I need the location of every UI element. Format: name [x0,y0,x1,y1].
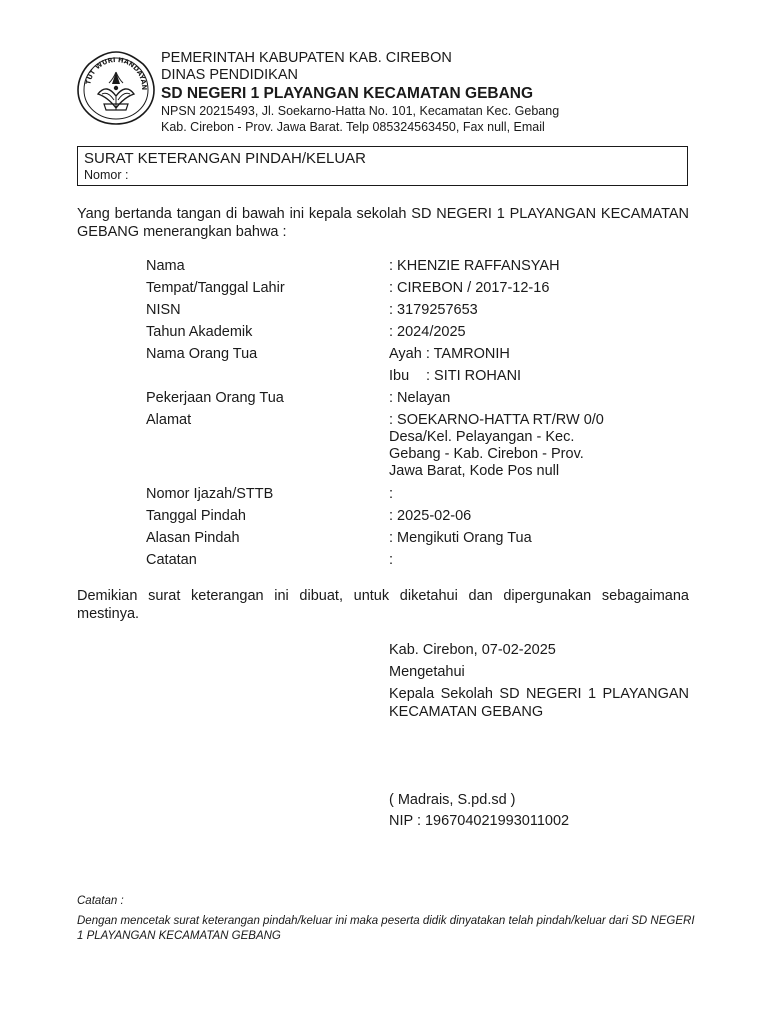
footnote-label: Catatan : [77,895,124,907]
field-label: Alasan Pindah [146,530,240,546]
field-label: Nama Orang Tua [146,346,258,362]
field-label: Tanggal Pindah [146,508,246,524]
document-title-box [77,146,688,186]
document-title: SURAT KETERANGAN PINDAH/KELUAR [84,150,367,167]
signature-name: ( Madrais, S.pd.sd ) [389,792,516,808]
field-value: : [389,486,394,502]
address-line: Desa/Kel. Pelayangan - Kec. [389,429,575,445]
letterhead-address-2: Kab. Cirebon - Prov. Jawa Barat. Telp 085324563450, Fax null, Email [161,120,545,134]
field-label: Nama [146,258,185,274]
address-line: Jawa Barat, Kode Pos null [389,463,560,479]
field-label: Tempat/Tanggal Lahir [146,280,285,296]
field-value: : 2025-02-06 [389,508,472,524]
field-value: : 2024/2025 [389,324,466,340]
field-label: Nomor Ijazah/STTB [146,486,274,502]
field-label: NISN [146,302,181,318]
intro-paragraph: Yang bertanda tangan di bawah ini kepala sekolah SD NEGERI 1 PLAYANGAN KECAMATAN GEBANG menerangkan bahwa : [77,206,689,240]
address-line: : SOEKARNO-HATTA RT/RW 0/0 [389,412,604,428]
field-value: : CIREBON / 2017-12-16 [389,280,550,296]
address-line: Gebang - Kab. Cirebon - Prov. [389,446,584,462]
letterhead-government: PEMERINTAH KABUPATEN KAB. CIREBON [161,50,452,66]
letterhead-department: DINAS PENDIDIKAN [161,67,298,83]
field-label: Pekerjaan Orang Tua [146,390,284,406]
field-value-ayah: Ayah : TAMRONIH [389,346,510,362]
svg-text:TUT WURI HANDAYANI: TUT WURI HANDAYAN [84,55,149,91]
signature-mengetahui: Mengetahui [389,664,465,680]
field-value: : [389,552,394,568]
signature-place-date: Kab. Cirebon, 07-02-2025 [389,642,556,658]
footnote-text: Dengan mencetak surat keterangan pindah/keluar ini maka peserta didik dinyatakan telah pindah/keluar dari SD NEGERI 1 PLAYANGAN KECAMATAN GEBANG [77,915,695,942]
letterhead [161,50,621,135]
field-alamat [146,412,691,482]
field-value: : Mengikuti Orang Tua [389,530,532,546]
field-label: Catatan [146,552,197,568]
field-value-address [389,412,614,480]
field-value: : KHENZIE RAFFANSYAH [389,258,560,274]
letterhead-address-1: NPSN 20215493, Jl. Soekarno-Hatta No. 101, Kecamatan Kec. Gebang [161,104,560,118]
field-value-ibu: : SITI ROHANI [426,368,522,384]
field-label: Tahun Akademik [146,324,253,340]
field-value: : 3179257653 [389,302,478,318]
closing-paragraph: Demikian surat keterangan ini dibuat, untuk diketahui dan dipergunakan sebagaimana mestinya. [77,588,689,622]
field-label: Alamat [146,412,192,428]
signature-nip: NIP : 196704021993011002 [389,813,570,829]
signature-position: Kepala Sekolah SD NEGERI 1 PLAYANGAN KECAMATAN GEBANG [389,686,689,720]
field-value: : Nelayan [389,390,451,406]
tut-wuri-handayani-logo [76,50,156,126]
letterhead-school-name: SD NEGERI 1 PLAYANGAN KECAMATAN GEBANG [161,85,534,102]
document-number: Nomor : [84,168,129,182]
field-ibu-label: Ibu [389,368,410,384]
